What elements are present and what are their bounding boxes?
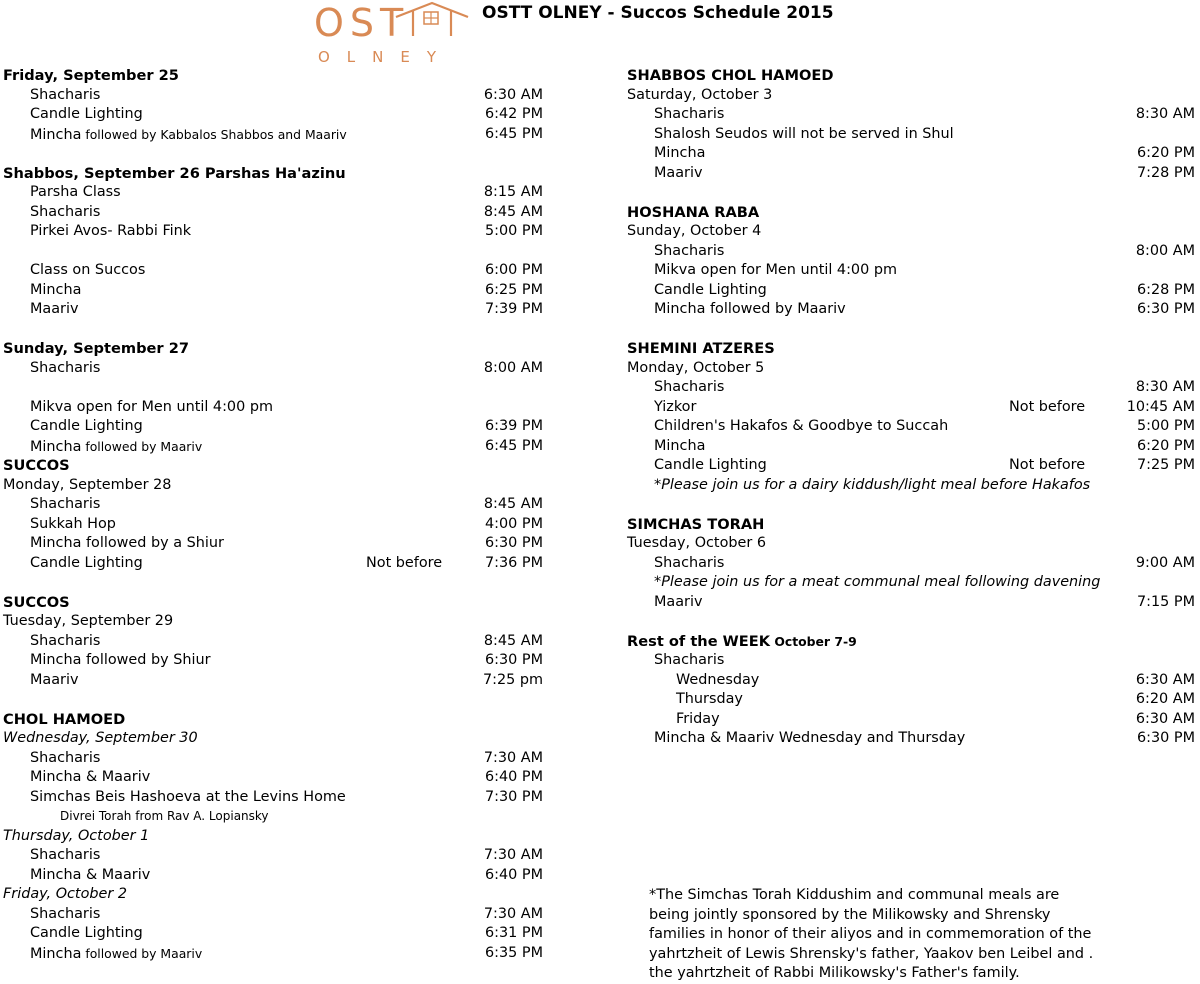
schedule-entry: [3, 203, 543, 223]
schedule-entry: [3, 495, 543, 515]
entry-time: 6:25 PM: [485, 281, 543, 298]
entry-label: *Please join us for a dairy kiddush/light meal before Hakafos: [654, 476, 1091, 493]
entry-label: Mincha: [654, 437, 706, 454]
footnote-line: families in honor of their aliyos and in commemoration of the: [649, 926, 1092, 942]
schedule-entry: [3, 749, 543, 769]
schedule-entry: [3, 515, 543, 535]
entry-label: Mincha & Maariv Wednesday and Thursday: [654, 730, 966, 746]
entry-time: 6:30 AM: [483, 86, 543, 103]
schedule-entry: [627, 554, 1197, 574]
entry-label: Sunday, October 4: [627, 223, 762, 239]
schedule-entry: [3, 632, 543, 652]
schedule-right-column: [627, 66, 1197, 749]
entry-label: Shalosh Seudos will not be served in Shul: [654, 125, 954, 142]
schedule-entry: [3, 300, 543, 320]
schedule-entry: [627, 281, 1197, 301]
entry-time: 8:00 AM: [483, 359, 543, 376]
section-header-text: SUCCOS: [3, 457, 70, 474]
schedule-entry: [3, 924, 543, 944]
entry-label: Mincha: [654, 145, 706, 161]
spacer-row: [627, 495, 1197, 515]
schedule-line: [3, 612, 543, 632]
schedule-entry: [627, 300, 1197, 320]
entry-time: 6:42 PM: [485, 106, 543, 122]
spacer-row: [3, 573, 543, 593]
schedule-line: [3, 885, 543, 905]
entry-label: Wednesday: [676, 671, 760, 688]
entry-label: Mikva open for Men until 4:00 pm: [654, 262, 897, 278]
entry-label: Shacharis: [654, 652, 725, 668]
entry-label: Yizkor: [654, 398, 697, 415]
entry-time: 7:15 PM: [1137, 593, 1195, 610]
entry-label: Shacharis: [654, 554, 725, 571]
entry-time: 6:20 PM: [1137, 145, 1195, 161]
schedule-line: [627, 359, 1197, 379]
section-header-text: Sunday, September 27: [3, 340, 190, 357]
entry-label: Wednesday, September 30: [3, 730, 198, 746]
entry-time: 8:30 AM: [1135, 379, 1195, 395]
entry-time: 8:30 AM: [1135, 106, 1195, 122]
entry-label: Candle Lighting: [30, 418, 143, 434]
schedule-line: [627, 125, 1197, 145]
entry-time: 7:36 PM: [485, 554, 543, 571]
schedule-entry: [3, 768, 543, 788]
entry-label: Maariv: [654, 593, 703, 610]
entry-time: 7:39 PM: [485, 301, 543, 317]
schedule-entry: [3, 554, 543, 574]
entry-time: 6:30 PM: [485, 652, 543, 668]
section-header-text: HOSHANA RABA: [627, 203, 760, 221]
schedule-entry: [627, 242, 1197, 262]
entry-label: Tuesday, October 6: [627, 535, 767, 551]
entry-time: 6:30 AM: [1135, 710, 1195, 727]
entry-label: Shacharis: [30, 86, 101, 103]
section-header: [3, 710, 543, 730]
entry-time: 6:20 AM: [1135, 691, 1195, 707]
entry-label: Friday: [676, 710, 720, 727]
entry-label: Simchas Beis Hashoeva at the Levins Home: [30, 788, 346, 805]
entry-note: Not before: [366, 554, 443, 571]
schedule-line: [627, 261, 1197, 281]
entry-time: 8:45 AM: [483, 632, 543, 649]
entry-label: Shacharis: [30, 203, 101, 220]
entry-label: Sukkah Hop: [30, 515, 116, 532]
schedule-entry: [627, 729, 1197, 749]
entry-label: Pirkei Avos- Rabbi Fink: [30, 223, 192, 239]
schedule-entry: [3, 222, 543, 242]
entry-label: Friday, October 2: [3, 886, 128, 902]
sponsorship-footnote: [649, 886, 1189, 984]
section-header: [627, 339, 1197, 359]
schedule-entry: [627, 690, 1197, 710]
section-header: [627, 203, 1197, 223]
entry-time: 7:25 pm: [482, 671, 543, 688]
schedule-entry: [3, 125, 543, 145]
entry-label: Shacharis: [30, 847, 101, 863]
entry-label: Mikva open for Men until 4:00 pm: [30, 398, 273, 415]
schedule-line: [627, 86, 1197, 106]
ostt-logo-graphic: [310, 0, 475, 66]
entry-label: Mincha followed by a Shiur: [30, 535, 224, 551]
schedule-entry: [627, 437, 1197, 457]
entry-time: 5:00 PM: [1137, 418, 1195, 434]
entry-label: Mincha followed by Shiur: [30, 652, 211, 668]
schedule-entry: [3, 944, 543, 964]
section-header-text: SHABBOS CHOL HAMOED: [627, 67, 834, 84]
footnote-line: being jointly sponsored by the Milikowsky and Shrensky: [649, 906, 1051, 923]
schedule-line: [627, 651, 1197, 671]
schedule-line: [3, 476, 543, 496]
schedule-line: [3, 398, 543, 418]
schedule-entry: [627, 710, 1197, 730]
entry-label: Mincha followed by Maariv: [30, 438, 203, 455]
schedule-entry: [3, 359, 543, 379]
schedule-line: [3, 729, 543, 749]
schedule-entry: [3, 437, 543, 457]
entry-label-detail: followed by Kabbalos Shabbos and Maariv: [81, 126, 347, 142]
entry-label: Maariv: [30, 671, 79, 688]
section-header: [3, 339, 543, 359]
entry-time: 7:30 AM: [483, 847, 543, 863]
schedule-line: [627, 476, 1197, 496]
spacer-row: [627, 183, 1197, 203]
schedule-entry: [627, 593, 1197, 613]
entry-label: Shacharis: [654, 106, 725, 122]
section-header-text: SUCCOS: [3, 593, 70, 611]
schedule-entry: [3, 183, 543, 203]
schedule-line: [627, 573, 1197, 593]
logo: [310, 0, 475, 66]
section-header: [3, 593, 543, 613]
entry-label: Monday, October 5: [627, 359, 765, 376]
entry-note: Not before: [1009, 398, 1086, 415]
schedule-line: [627, 534, 1197, 554]
entry-time: 6:20 PM: [1137, 437, 1195, 454]
entry-label: Mincha: [30, 281, 82, 298]
entry-time: 6:45 PM: [485, 437, 543, 454]
section-header-text: SIMCHAS TORAH: [627, 515, 765, 533]
entry-label: Mincha & Maariv: [30, 866, 151, 883]
entry-label: Mincha followed by Kabbalos Shabbos and Maariv: [30, 126, 347, 143]
schedule-entry: [3, 105, 543, 125]
footnote-line: yahrtzheit of Lewis Shrensky's father, Yaakov ben Leibel and .: [649, 945, 1094, 962]
schedule-entry: [627, 456, 1197, 476]
schedule-entry: [3, 671, 543, 691]
entry-label: Candle Lighting: [654, 457, 767, 473]
entry-label: *Please join us for a meat communal meal following davening: [654, 574, 1101, 590]
schedule-entry: [3, 281, 543, 301]
entry-label: Candle Lighting: [30, 554, 143, 571]
entry-label: Shacharis: [30, 905, 101, 922]
entry-label: Divrei Torah from Rav A. Lopiansky: [60, 809, 269, 823]
entry-time: 5:00 PM: [485, 223, 543, 239]
schedule-entry: [627, 398, 1197, 418]
schedule-entry: [3, 866, 543, 886]
schedule-entry: [3, 905, 543, 925]
section-header-text: Shabbos, September 26 Parshas Ha'azinu: [3, 164, 346, 182]
entry-label: Thursday, October 1: [3, 827, 150, 844]
section-header: [627, 632, 1197, 652]
entry-label: Thursday: [676, 691, 743, 707]
entry-label: Shacharis: [30, 749, 101, 766]
entry-label: Mincha followed by Maariv: [654, 301, 846, 317]
entry-time: 8:45 AM: [483, 496, 543, 512]
schedule-entry: [3, 86, 543, 106]
entry-note: Not before: [1009, 457, 1086, 473]
spacer-row: [627, 612, 1197, 632]
entry-time: 4:00 PM: [485, 515, 543, 532]
schedule-entry: [3, 788, 543, 808]
entry-time: 6:30 AM: [1135, 671, 1195, 688]
entry-time: 7:30 AM: [483, 905, 543, 922]
entry-label: Shacharis: [30, 359, 101, 376]
entry-label: Class on Succos: [30, 262, 146, 278]
entry-label: Mincha & Maariv: [30, 769, 151, 785]
entry-time: 6:45 PM: [485, 125, 543, 142]
entry-time: 6:28 PM: [1137, 281, 1195, 298]
logo-letters-top: OST: [314, 1, 410, 45]
entry-time: 6:30 PM: [1137, 301, 1195, 317]
entry-label: Children's Hakafos & Goodbye to Succah: [654, 418, 949, 434]
entry-time: 6:30 PM: [1137, 730, 1195, 746]
section-header-text: CHOL HAMOED: [3, 710, 126, 728]
logo-letters-bottom: OLNEY: [318, 48, 454, 66]
entry-label: Tuesday, September 29: [3, 613, 174, 629]
schedule-entry: [3, 417, 543, 437]
footnote-line: *The Simchas Torah Kiddushim and communal meals are: [649, 887, 1060, 903]
entry-time: 7:30 PM: [485, 788, 543, 805]
entry-time: 8:45 AM: [483, 203, 543, 220]
footnote-line: the yahrtzheit of Rabbi Milikowsky's Father's family.: [649, 965, 1020, 981]
schedule-entry: [3, 261, 543, 281]
schedule-entry: [627, 378, 1197, 398]
entry-label: Shacharis: [30, 632, 101, 649]
entry-time: 6:39 PM: [485, 418, 543, 434]
spacer-row: [3, 144, 543, 164]
entry-time: 7:25 PM: [1137, 457, 1195, 473]
entry-label: Parsha Class: [30, 184, 121, 200]
schedule-line: [3, 807, 543, 827]
entry-label: Shacharis: [30, 496, 101, 512]
schedule-line: [3, 827, 543, 847]
section-header-text: Rest of the WEEK October 7-9: [627, 632, 857, 650]
entry-label: Monday, September 28: [3, 476, 172, 493]
entry-time: 8:00 AM: [1135, 242, 1195, 259]
entry-label: Candle Lighting: [30, 925, 143, 941]
schedule-entry: [627, 105, 1197, 125]
spacer-row: [3, 320, 543, 340]
section-header-date-range: October 7-9: [770, 633, 857, 649]
page-title: OSTT OLNEY - Succos Schedule 2015: [482, 3, 834, 23]
schedule-entry: [3, 651, 543, 671]
schedule-entry: [627, 144, 1197, 164]
section-header: [3, 164, 543, 184]
section-header: [3, 66, 543, 86]
schedule-entry: [627, 164, 1197, 184]
schedule-line: [627, 222, 1197, 242]
entry-time: 6:00 PM: [485, 262, 543, 278]
schedule-entry: [627, 671, 1197, 691]
entry-time: 6:35 PM: [485, 944, 543, 961]
spacer-row: [627, 320, 1197, 340]
entry-time: 9:00 AM: [1135, 554, 1195, 571]
entry-label: Maariv: [30, 301, 79, 317]
schedule-left-column: [3, 66, 543, 963]
spacer-row: [3, 378, 543, 398]
entry-time: 7:28 PM: [1137, 164, 1195, 181]
section-header-text: SHEMINI ATZERES: [627, 340, 775, 357]
entry-time: 7:30 AM: [483, 749, 543, 766]
entry-label: Candle Lighting: [654, 281, 767, 298]
schedule-entry: [3, 534, 543, 554]
entry-label: Shacharis: [654, 379, 725, 395]
entry-label: Saturday, October 3: [627, 86, 773, 103]
spacer-row: [3, 690, 543, 710]
schedule-entry: [627, 417, 1197, 437]
section-header: [627, 515, 1197, 535]
entry-label-detail: followed by Maariv: [81, 945, 203, 961]
section-header: [627, 66, 1197, 86]
entry-label: Shacharis: [654, 242, 725, 259]
entry-time: 10:45 AM: [1126, 398, 1195, 415]
entry-label: Candle Lighting: [30, 106, 143, 122]
schedule-entry: [3, 846, 543, 866]
entry-time: 6:30 PM: [485, 535, 543, 551]
entry-time: 6:31 PM: [485, 925, 543, 941]
entry-label: Maariv: [654, 164, 703, 181]
spacer-row: [3, 242, 543, 262]
entry-label: Mincha followed by Maariv: [30, 945, 203, 962]
section-header-text: Friday, September 25: [3, 67, 179, 84]
section-header: [3, 456, 543, 476]
entry-time: 6:40 PM: [485, 866, 543, 883]
entry-time: 8:15 AM: [483, 184, 543, 200]
entry-label-detail: followed by Maariv: [81, 438, 203, 454]
entry-time: 6:40 PM: [485, 769, 543, 785]
